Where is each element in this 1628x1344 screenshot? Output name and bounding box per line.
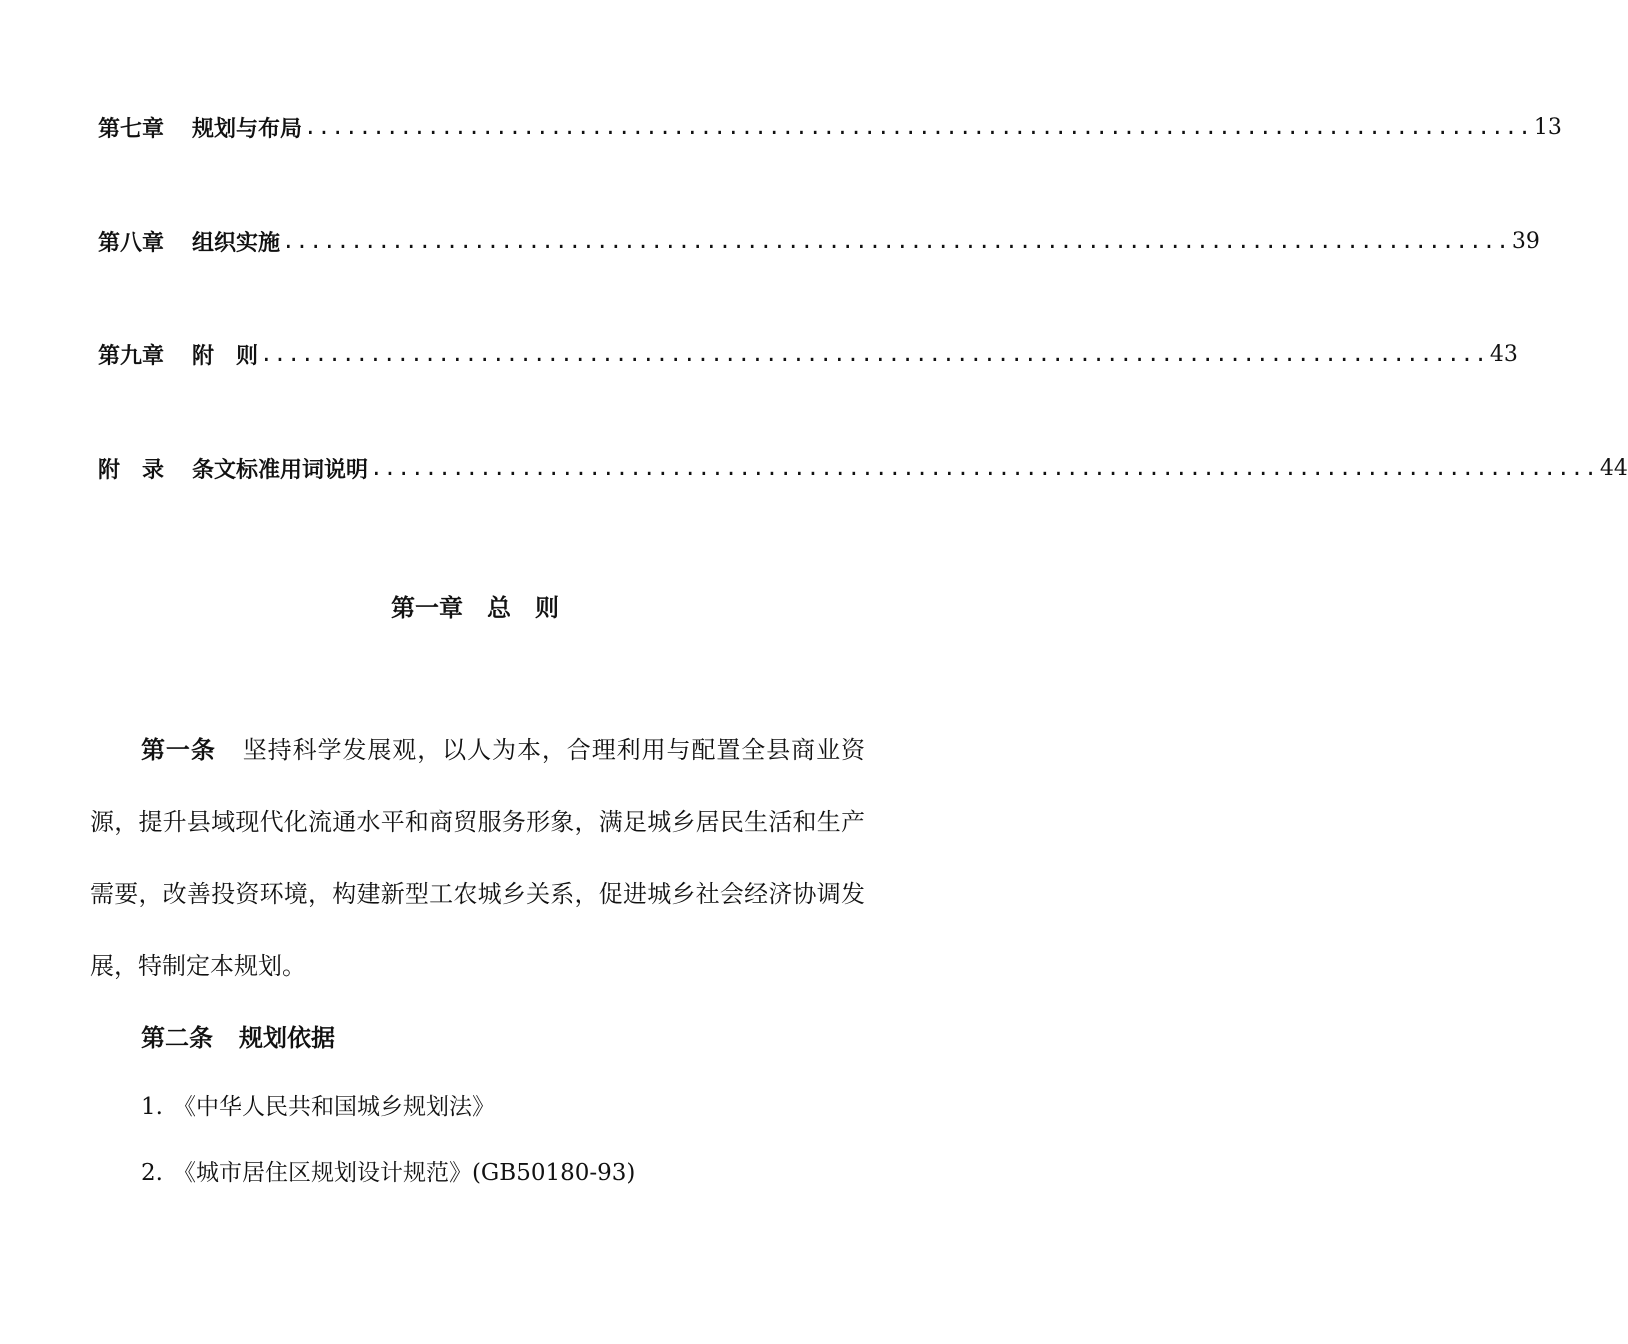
article-1-text: 坚持科学发展观，以人为本，合理利用与配置全县商业资源，提升县域现代化流通水平和商贸服务形象，满足城乡居民生活和生产需要，改善投资环境，构建新型工农城乡关系，促进城乡社会经济协调发展，特制定本规划。 <box>90 736 866 980</box>
reference-text: 《城市居住区规划设计规范》(GB50180-93) <box>172 1160 636 1186</box>
article-1-paragraph <box>90 714 865 1002</box>
toc-chapter: 第八章 <box>98 230 165 256</box>
chapter-heading: 第一章 总 则 <box>391 594 559 622</box>
toc-chapter: 第九章 <box>98 343 165 369</box>
article-2-label: 第二条 <box>141 1024 213 1052</box>
toc-title: 组织实施 <box>192 230 281 256</box>
reference-number: 1. <box>141 1094 163 1120</box>
toc-leader-dots: .......................................................................................... <box>282 229 1510 253</box>
toc-title: 附 则 <box>192 343 259 369</box>
toc-leader-dots: .......................................................................................... <box>260 342 1488 366</box>
toc-page-number: 43 <box>1489 341 1518 367</box>
toc-title: 条文标准用词说明 <box>192 457 369 483</box>
reference-number: 2. <box>141 1160 163 1186</box>
article-1-label: 第一条 <box>141 736 216 764</box>
toc-page-number: 44 <box>1599 455 1628 481</box>
toc-entry[interactable] <box>98 107 1562 147</box>
toc-chapter: 第七章 <box>98 116 165 142</box>
toc-entry[interactable] <box>98 221 1540 261</box>
article-2-heading <box>141 1018 335 1053</box>
toc-chapter: 附 录 <box>98 457 165 483</box>
reference-item <box>141 1154 635 1187</box>
toc-leader-dots: .......................................................................................... <box>370 456 1598 480</box>
toc-page-number: 13 <box>1533 114 1562 140</box>
toc-page-number: 39 <box>1511 228 1540 254</box>
toc-entry[interactable] <box>98 334 1518 374</box>
toc-entry[interactable] <box>98 448 1628 488</box>
article-2-title: 规划依据 <box>239 1024 335 1052</box>
reference-text: 《中华人民共和国城乡规划法》 <box>172 1094 495 1120</box>
reference-item <box>141 1088 495 1121</box>
toc-leader-dots: .......................................................................................... <box>304 115 1532 139</box>
toc-title: 规划与布局 <box>192 116 303 142</box>
